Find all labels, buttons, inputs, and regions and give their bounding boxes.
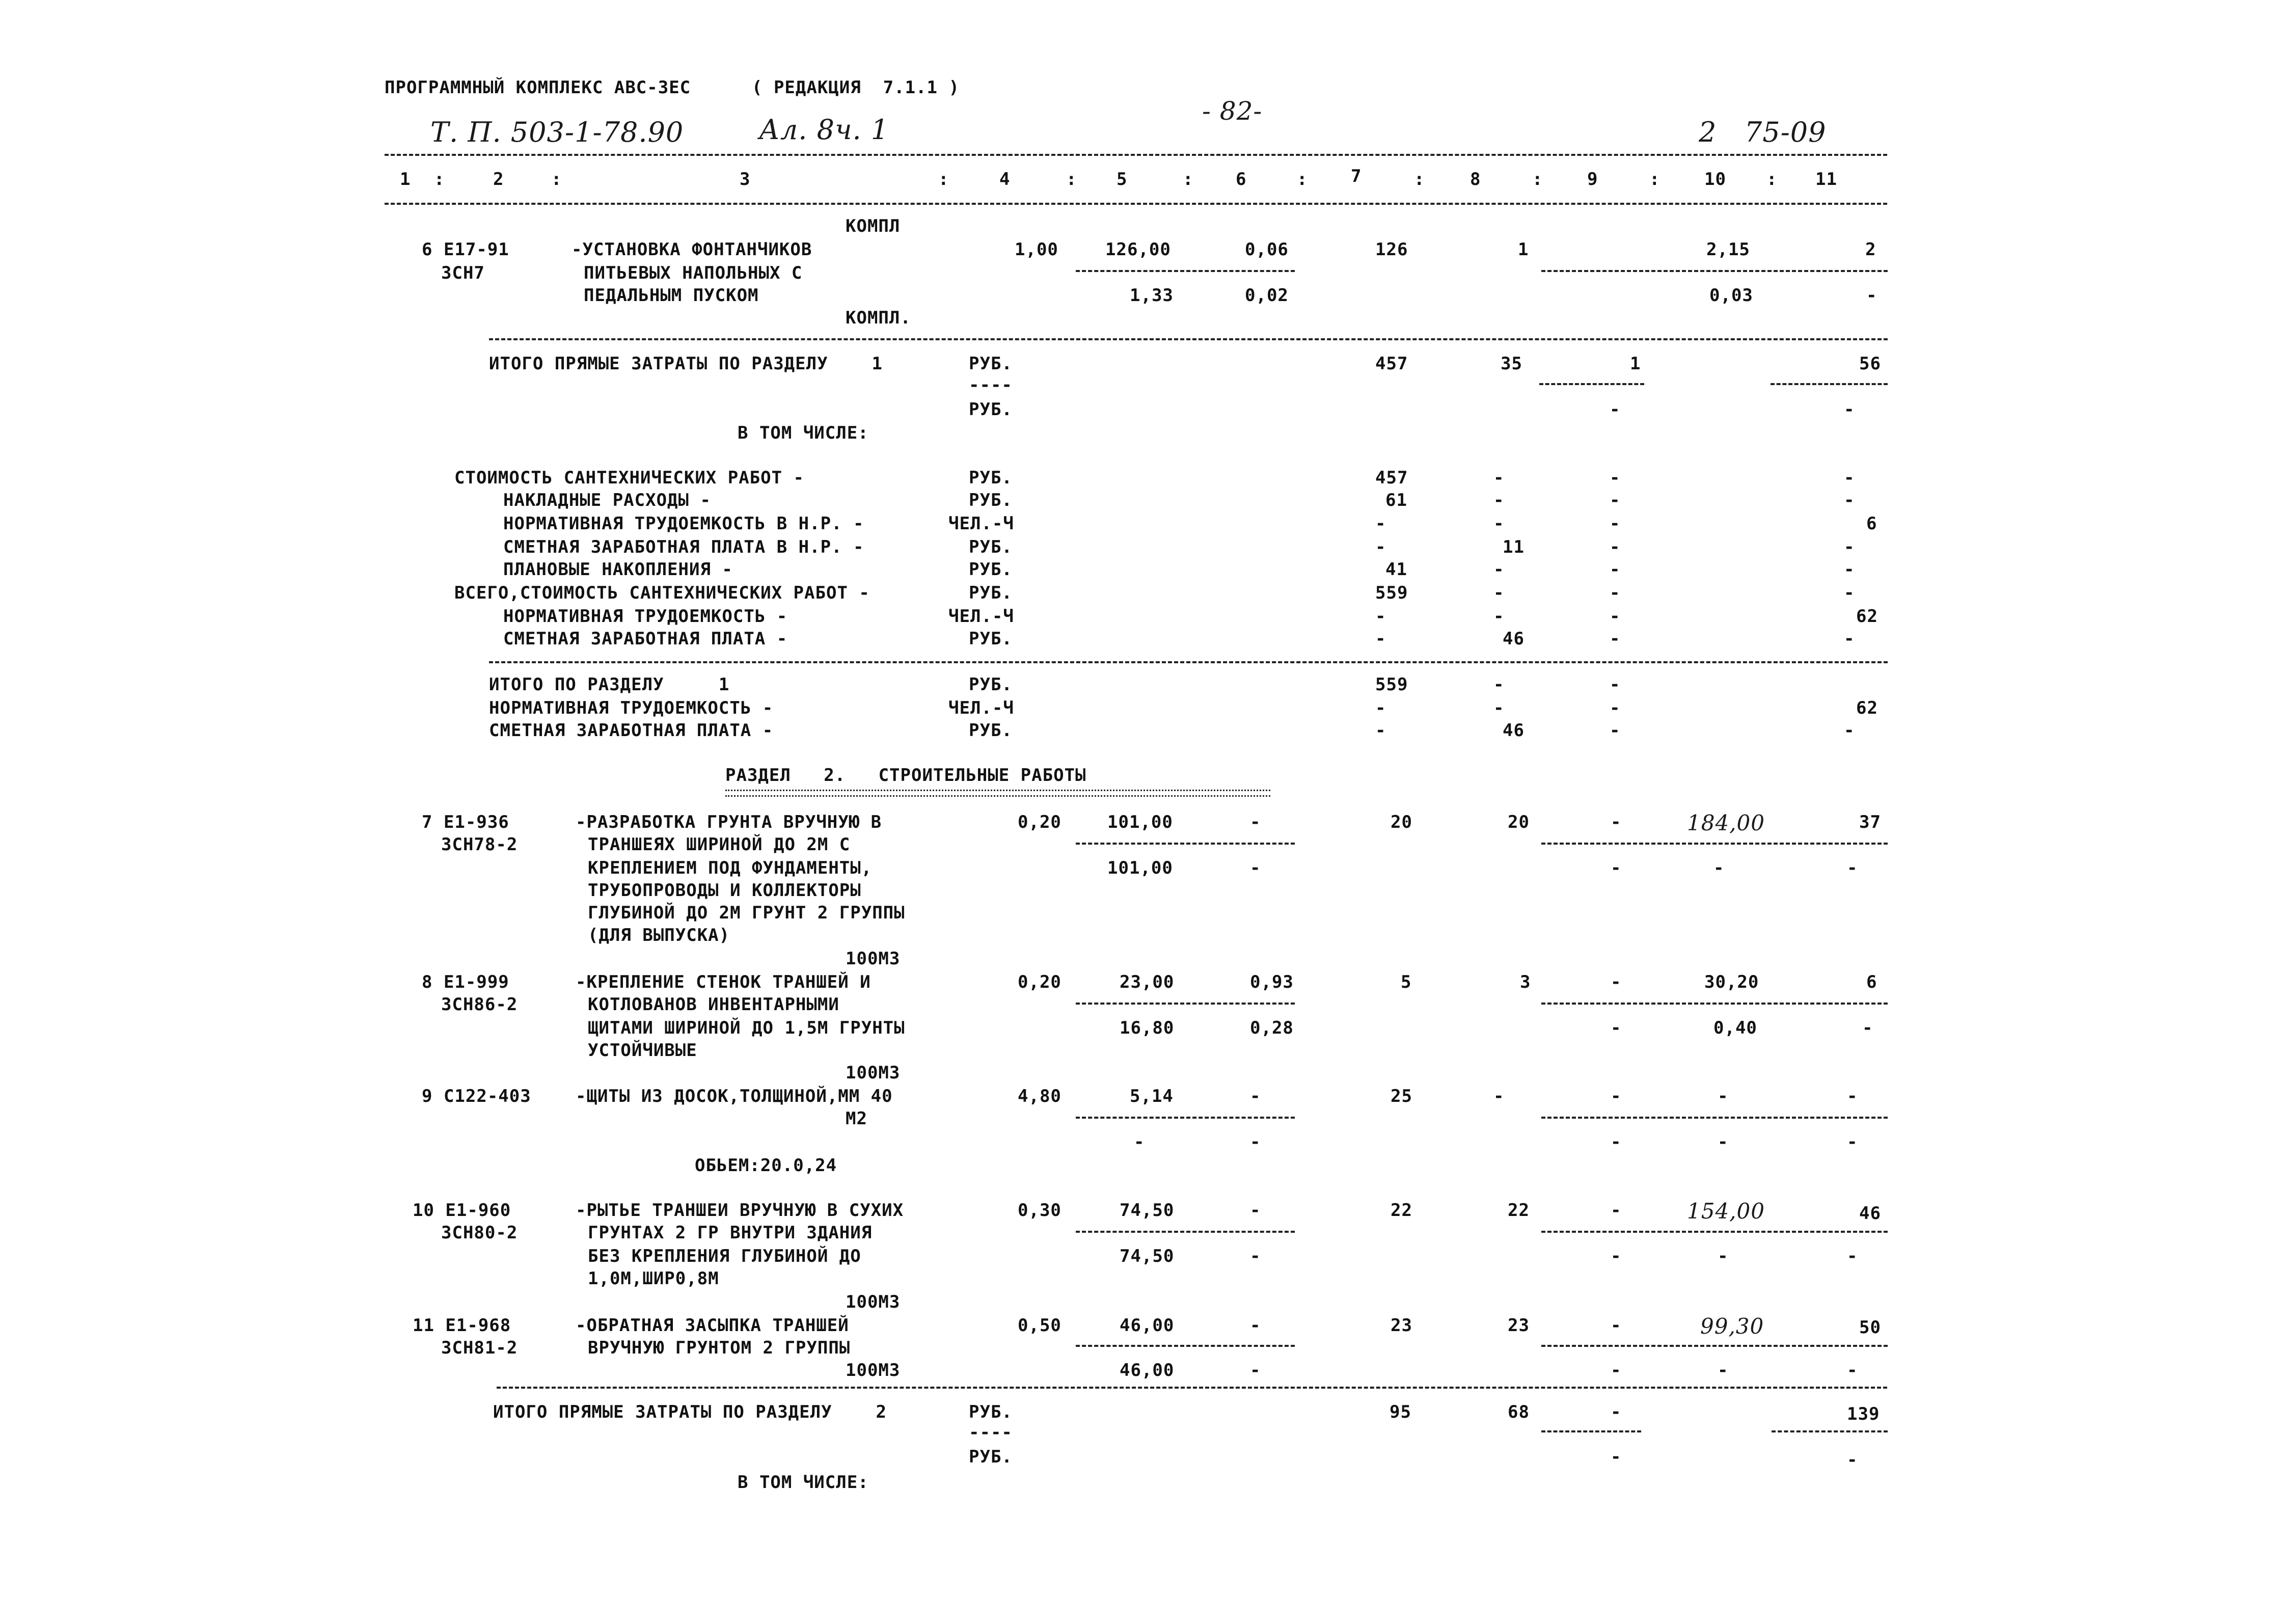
- column-number: 5: [1117, 169, 1128, 190]
- quantity: 1,00: [1015, 239, 1058, 260]
- breakdown-dash: -: [1493, 490, 1505, 510]
- unit-price-extra: -: [1250, 858, 1261, 878]
- sub-rule: [1772, 1430, 1888, 1432]
- project-code: Т. П. 503-1-78.90: [430, 116, 684, 148]
- unit-price-extra: 0,02: [1245, 285, 1289, 306]
- norm-code: ЗСН7: [441, 263, 485, 283]
- item-code: 7 Е1-936: [422, 812, 509, 832]
- labor-total: -: [1847, 1132, 1858, 1152]
- section-total-dash: -: [1610, 674, 1621, 695]
- labor-norm: -: [1718, 1360, 1729, 1381]
- breakdown-dash: -: [1493, 559, 1505, 580]
- section-total-value: 46: [1503, 720, 1525, 741]
- section-total-dash: -: [1610, 720, 1621, 741]
- breakdown-dash: -: [1844, 559, 1855, 580]
- breakdown-value: 559: [1375, 583, 1408, 603]
- work-description: ПИТЬЕВЫХ НАПОЛЬНЫХ С: [584, 263, 803, 283]
- total-wage: 3: [1520, 972, 1531, 992]
- labor-norm: -: [1718, 1086, 1729, 1106]
- breakdown-unit: РУБ.: [969, 559, 1013, 580]
- section-rule: [497, 1387, 1887, 1389]
- section-total-dash: -: [1844, 720, 1855, 741]
- column-divider: :: [551, 169, 562, 190]
- section-total-label: ИТОГО ПО РАЗДЕЛУ 1: [489, 674, 730, 695]
- section-total-unit: РУБ.: [969, 720, 1013, 741]
- column-number: 7: [1351, 166, 1362, 186]
- unit-price-extra: -: [1250, 1315, 1261, 1336]
- labor-norm: -: [1713, 858, 1725, 878]
- breakdown-unit: ЧЕЛ.-Ч: [948, 513, 1014, 534]
- breakdown-value: -: [1375, 513, 1386, 534]
- labor-total: -: [1866, 285, 1877, 306]
- summary-col9: -: [1611, 1447, 1622, 1467]
- quantity: 0,20: [1018, 812, 1062, 832]
- breakdown-value: 62: [1856, 606, 1878, 627]
- work-description: ПЕДАЛЬНЫМ ПУСКОМ: [584, 285, 759, 306]
- col9: -: [1611, 858, 1622, 878]
- labor-total: -: [1847, 1360, 1858, 1381]
- labor-total: 2: [1865, 239, 1876, 260]
- work-description: -КРЕПЛЕНИЕ СТЕНОК ТРАНШЕЙ И: [576, 972, 871, 992]
- labor-total: 37: [1859, 812, 1881, 832]
- total-cost: 126: [1375, 239, 1408, 260]
- labor-norm: -: [1718, 1246, 1729, 1266]
- col9: -: [1611, 1315, 1622, 1336]
- unit-price-extra: 0,28: [1250, 1018, 1294, 1038]
- breakdown-unit: РУБ.: [969, 583, 1013, 603]
- work-description: (ДЛЯ ВЫПУСКА): [588, 925, 730, 945]
- breakdown-unit: ЧЕЛ.-Ч: [948, 606, 1014, 627]
- labor-total: -: [1847, 1246, 1858, 1266]
- program-title: ПРОГРАММНЫЙ КОМПЛЕКС АВС-3ЕС: [385, 77, 691, 98]
- item-code: 6 Е17-91: [422, 239, 509, 260]
- col9: -: [1611, 1132, 1622, 1152]
- work-description: УСТОЙЧИВЫЕ: [588, 1040, 697, 1061]
- summary-wage: 68: [1508, 1402, 1530, 1422]
- column-number: 9: [1587, 169, 1598, 190]
- unit-price: 16,80: [1120, 1018, 1175, 1038]
- breakdown-unit: РУБ.: [969, 490, 1013, 510]
- summary-total: 95: [1390, 1402, 1411, 1422]
- summary-col9: 1: [1630, 354, 1641, 374]
- summary-title: ИТОГО ПРЯМЫЕ ЗАТРАТЫ ПО РАЗДЕЛУ 2: [493, 1402, 887, 1422]
- sub-rule: [1076, 1231, 1295, 1233]
- breakdown-label: НОРМАТИВНАЯ ТРУДОЕМКОСТЬ В Н.Р. -: [503, 513, 864, 534]
- breakdown-dash: -: [1610, 513, 1621, 534]
- sub-rule: [1076, 1003, 1295, 1005]
- norm-code: ЗСН78-2: [441, 834, 518, 855]
- breakdown-label: ВСЕГО,СТОИМОСТЬ САНТЕХНИЧЕСКИХ РАБОТ -: [454, 583, 870, 603]
- labor-norm: 0,03: [1709, 285, 1753, 306]
- breakdown-dash: -: [1375, 629, 1386, 649]
- including-label: В ТОМ ЧИСЛЕ:: [738, 423, 869, 443]
- labor-total: -: [1847, 1086, 1858, 1106]
- breakdown-label: ПЛАНОВЫЕ НАКОПЛЕНИЯ -: [503, 559, 733, 580]
- breakdown-label: СМЕТНАЯ ЗАРАБОТНАЯ ПЛАТА -: [503, 629, 788, 649]
- section-total-unit: ЧЕЛ.-Ч: [948, 698, 1014, 718]
- unit-label: 100М3: [846, 949, 901, 969]
- total-wage: -: [1493, 1086, 1505, 1106]
- section-total-value: 62: [1856, 698, 1878, 718]
- work-description: -РЫТЬЕ ТРАНШЕИ ВРУЧНУЮ В СУХИХ: [576, 1200, 904, 1221]
- column-number: 8: [1470, 169, 1481, 190]
- section-total-dash: -: [1610, 698, 1621, 718]
- labor-norm: 30,20: [1704, 972, 1759, 992]
- breakdown-dash: -: [1493, 606, 1505, 627]
- col9: -: [1611, 1360, 1622, 1381]
- page-number: - 82-: [1202, 96, 1263, 126]
- norm-code: ЗСН81-2: [441, 1338, 518, 1358]
- total-wage: 22: [1508, 1200, 1530, 1221]
- work-description: -ОБРАТНАЯ ЗАСЫПКА ТРАНШЕЙ: [576, 1315, 849, 1336]
- breakdown-dash: -: [1844, 537, 1855, 557]
- summary-dashes: ----: [969, 1422, 1013, 1443]
- unit-price-extra: 0,93: [1250, 972, 1294, 992]
- header-rule-top: [385, 154, 1887, 156]
- summary-wage: 35: [1501, 354, 1522, 374]
- breakdown-label: СТОИМОСТЬ САНТЕХНИЧЕСКИХ РАБОТ -: [454, 468, 805, 488]
- total-cost: 5: [1401, 972, 1412, 992]
- breakdown-dash: -: [1610, 559, 1621, 580]
- section-heading: РАЗДЕЛ 2. СТРОИТЕЛЬНЫЕ РАБОТЫ: [725, 765, 1086, 786]
- labor-total: 46: [1859, 1203, 1881, 1224]
- work-description: -РАЗРАБОТКА ГРУНТА ВРУЧНУЮ В: [576, 812, 882, 832]
- item-code: 9 С122-403: [422, 1086, 531, 1106]
- breakdown-unit: РУБ.: [969, 468, 1013, 488]
- labor-norm: 154,00: [1687, 1199, 1765, 1224]
- summary-total: 457: [1375, 354, 1408, 374]
- summary-unit: РУБ.: [969, 1447, 1013, 1467]
- unit-price: 1,33: [1130, 285, 1174, 306]
- breakdown-dash: -: [1375, 537, 1386, 557]
- section-rule: [489, 661, 1888, 663]
- quantity: 4,80: [1018, 1086, 1062, 1106]
- work-description: ГРУНТАХ 2 ГР ВНУТРИ ЗДАНИЯ: [588, 1223, 873, 1243]
- sheet-reference: 2 75-09: [1699, 116, 1827, 148]
- unit-price: 101,00: [1107, 858, 1173, 878]
- column-divider: :: [1414, 169, 1425, 190]
- section-total-label: СМЕТНАЯ ЗАРАБОТНАЯ ПЛАТА -: [489, 720, 774, 741]
- item-code: 10 Е1-960: [413, 1200, 511, 1221]
- unit-price-extra: 0,06: [1245, 239, 1289, 260]
- total-cost: 20: [1391, 812, 1412, 832]
- unit-price: 126,00: [1105, 239, 1171, 260]
- section-total-value: 559: [1375, 674, 1408, 695]
- column-divider: :: [1066, 169, 1077, 190]
- sub-rule: [1541, 1345, 1888, 1347]
- summary-col11: -: [1847, 1450, 1858, 1470]
- item-code: 8 Е1-999: [422, 972, 509, 992]
- breakdown-dash: -: [1610, 537, 1621, 557]
- column-divider: :: [434, 169, 445, 190]
- sub-rule: [1541, 1003, 1888, 1005]
- unit-label: 100М3: [846, 1360, 901, 1381]
- summary-dashes: ----: [969, 375, 1013, 395]
- breakdown-dash: -: [1844, 583, 1855, 603]
- sub-rule: [1541, 843, 1888, 845]
- labor-norm: 99,30: [1700, 1314, 1764, 1339]
- sub-rule: [1076, 843, 1295, 845]
- breakdown-value: 11: [1503, 537, 1525, 557]
- section-total-unit: РУБ.: [969, 674, 1013, 695]
- column-divider: :: [1649, 169, 1661, 190]
- breakdown-value: 41: [1385, 559, 1407, 580]
- column-divider: :: [1766, 169, 1778, 190]
- col9: -: [1611, 1018, 1622, 1038]
- labor-norm: 0,40: [1713, 1018, 1757, 1038]
- unit-price-extra: -: [1250, 1246, 1261, 1266]
- labor-norm: -: [1718, 1132, 1729, 1152]
- sub-rule: [1076, 1345, 1295, 1347]
- breakdown-dash: -: [1610, 490, 1621, 510]
- summary-unit: РУБ.: [969, 399, 1013, 420]
- breakdown-dash: -: [1493, 583, 1505, 603]
- breakdown-label: НОРМАТИВНАЯ ТРУДОЕМКОСТЬ -: [503, 606, 788, 627]
- section-total-dash: -: [1493, 698, 1505, 718]
- unit-price-extra: -: [1250, 1360, 1261, 1381]
- sub-rule: [1539, 383, 1644, 385]
- breakdown-dash: -: [1610, 629, 1621, 649]
- col9: -: [1611, 1246, 1622, 1266]
- work-description: -ЩИТЫ ИЗ ДОСОК,ТОЛЩИНОЙ,ММ 40: [576, 1086, 893, 1106]
- program-edition: ( РЕДАКЦИЯ 7.1.1 ): [752, 77, 960, 98]
- column-number: 10: [1704, 169, 1726, 190]
- summary-title: ИТОГО ПРЯМЫЕ ЗАТРАТЫ ПО РАЗДЕЛУ 1: [489, 354, 883, 374]
- volume-note: ОБЬЕМ:20.0,24: [695, 1155, 837, 1176]
- breakdown-dash: -: [1610, 583, 1621, 603]
- norm-code: ЗСН86-2: [441, 994, 518, 1015]
- breakdown-dash: -: [1375, 606, 1386, 627]
- summary-col9: -: [1611, 1402, 1622, 1422]
- column-number: 6: [1236, 169, 1247, 190]
- work-description: ЩИТАМИ ШИРИНОЙ ДО 1,5М ГРУНТЫ: [588, 1018, 905, 1038]
- work-description: ГЛУБИНОЙ ДО 2М ГРУНТ 2 ГРУППЫ: [588, 903, 905, 923]
- unit-label: КОМПЛ: [846, 216, 901, 236]
- work-description: ВРУЧНУЮ ГРУНТОМ 2 ГРУППЫ: [588, 1338, 851, 1358]
- summary-col11: 56: [1859, 354, 1881, 374]
- sub-rule: [1076, 1117, 1295, 1119]
- labor-norm: 184,00: [1687, 810, 1765, 835]
- unit-price-extra: -: [1250, 1132, 1261, 1152]
- breakdown-unit: РУБ.: [969, 537, 1013, 557]
- total-wage: 1: [1518, 239, 1529, 260]
- summary-col11: 139: [1847, 1404, 1880, 1424]
- breakdown-dash: -: [1493, 468, 1505, 488]
- column-number: 3: [740, 169, 751, 190]
- column-divider: :: [1532, 169, 1543, 190]
- sub-rule: [1541, 1117, 1888, 1119]
- breakdown-unit: РУБ.: [969, 629, 1013, 649]
- summary-unit: РУБ.: [969, 1402, 1013, 1422]
- breakdown-dash: -: [1610, 468, 1621, 488]
- sub-rule: [1541, 270, 1888, 272]
- section-total-dash: -: [1375, 720, 1386, 741]
- col9: -: [1611, 1200, 1622, 1221]
- section-rule: [489, 338, 1888, 340]
- unit-price: 46,00: [1120, 1315, 1175, 1336]
- header-rule-bottom: [385, 203, 1887, 205]
- work-description: -УСТАНОВКА ФОНТАНЧИКОВ: [572, 239, 812, 260]
- unit-label: КОМПЛ.: [846, 308, 911, 328]
- quantity: 0,20: [1018, 972, 1062, 992]
- work-description: КРЕПЛЕНИЕМ ПОД ФУНДАМЕНТЫ,: [588, 858, 873, 878]
- unit-label: М2: [846, 1108, 867, 1129]
- labor-total: -: [1862, 1018, 1873, 1038]
- unit-price: 23,00: [1120, 972, 1175, 992]
- item-code: 11 Е1-968: [413, 1315, 511, 1336]
- sub-rule: [1771, 383, 1888, 385]
- summary-unit: РУБ.: [969, 354, 1013, 374]
- unit-label: 100М3: [846, 1292, 901, 1312]
- work-description: 1,0М,ШИР0,8М: [588, 1268, 719, 1289]
- norm-code: ЗСН80-2: [441, 1223, 518, 1243]
- breakdown-dash: -: [1493, 513, 1505, 534]
- unit-price: 74,50: [1120, 1246, 1175, 1266]
- work-description: ТРАНШЕЯХ ШИРИНОЙ ДО 2М С: [588, 834, 851, 855]
- unit-price: 101,00: [1107, 812, 1173, 832]
- breakdown-value: 61: [1385, 490, 1407, 510]
- column-number: 2: [493, 169, 504, 190]
- col9: -: [1611, 972, 1622, 992]
- including-label: В ТОМ ЧИСЛЕ:: [738, 1472, 869, 1493]
- unit-price: 5,14: [1130, 1086, 1174, 1106]
- total-cost: 22: [1391, 1200, 1412, 1221]
- breakdown-label: НАКЛАДНЫЕ РАСХОДЫ -: [503, 490, 711, 510]
- col9: -: [1611, 812, 1622, 832]
- unit-price-extra: -: [1250, 812, 1261, 832]
- breakdown-value: 457: [1375, 468, 1408, 488]
- section-total-dash: -: [1493, 674, 1505, 695]
- section-total-dash: -: [1375, 698, 1386, 718]
- sub-rule: [1541, 1231, 1888, 1233]
- total-wage: 20: [1508, 812, 1530, 832]
- summary-col9: -: [1610, 399, 1621, 420]
- breakdown-label: СМЕТНАЯ ЗАРАБОТНАЯ ПЛАТА В Н.Р. -: [503, 537, 864, 557]
- work-description: БЕЗ КРЕПЛЕНИЯ ГЛУБИНОЙ ДО: [588, 1246, 861, 1266]
- breakdown-dash: -: [1844, 629, 1855, 649]
- unit-price: -: [1134, 1132, 1145, 1152]
- unit-price-extra: -: [1250, 1086, 1261, 1106]
- labor-total: -: [1847, 858, 1858, 878]
- section-total-label: НОРМАТИВНАЯ ТРУДОЕМКОСТЬ -: [489, 698, 774, 718]
- column-divider: :: [938, 169, 949, 190]
- sub-rule: [1541, 1430, 1641, 1432]
- breakdown-dash: -: [1844, 468, 1855, 488]
- col9: -: [1611, 1086, 1622, 1106]
- total-cost: 25: [1391, 1086, 1412, 1106]
- sub-rule: [1076, 270, 1295, 272]
- unit-label: 100М3: [846, 1063, 901, 1083]
- quantity: 0,50: [1018, 1315, 1062, 1336]
- breakdown-value: 46: [1503, 629, 1525, 649]
- breakdown-value: 6: [1866, 513, 1877, 534]
- unit-price: 74,50: [1120, 1200, 1175, 1221]
- column-number: 11: [1815, 169, 1837, 190]
- column-divider: :: [1297, 169, 1308, 190]
- labor-total: 50: [1859, 1317, 1881, 1338]
- unit-price: 46,00: [1120, 1360, 1175, 1381]
- work-description: ТРУБОПРОВОДЫ И КОЛЛЕКТОРЫ: [588, 880, 861, 901]
- column-number: 4: [999, 169, 1011, 190]
- total-wage: 23: [1508, 1315, 1530, 1336]
- column-divider: :: [1183, 169, 1194, 190]
- breakdown-dash: -: [1610, 606, 1621, 627]
- column-number: 1: [400, 169, 411, 190]
- section-heading-underline: [725, 790, 1270, 797]
- unit-price-extra: -: [1250, 1200, 1261, 1221]
- work-description: КОТЛОВАНОВ ИНВЕНТАРНЫМИ: [588, 994, 839, 1015]
- labor-norm: 2,15: [1706, 239, 1750, 260]
- summary-col11: -: [1844, 399, 1855, 420]
- labor-total: 6: [1866, 972, 1877, 992]
- breakdown-dash: -: [1844, 490, 1855, 510]
- album-label: Ал. 8ч. 1: [759, 114, 889, 146]
- total-cost: 23: [1391, 1315, 1412, 1336]
- quantity: 0,30: [1018, 1200, 1062, 1221]
